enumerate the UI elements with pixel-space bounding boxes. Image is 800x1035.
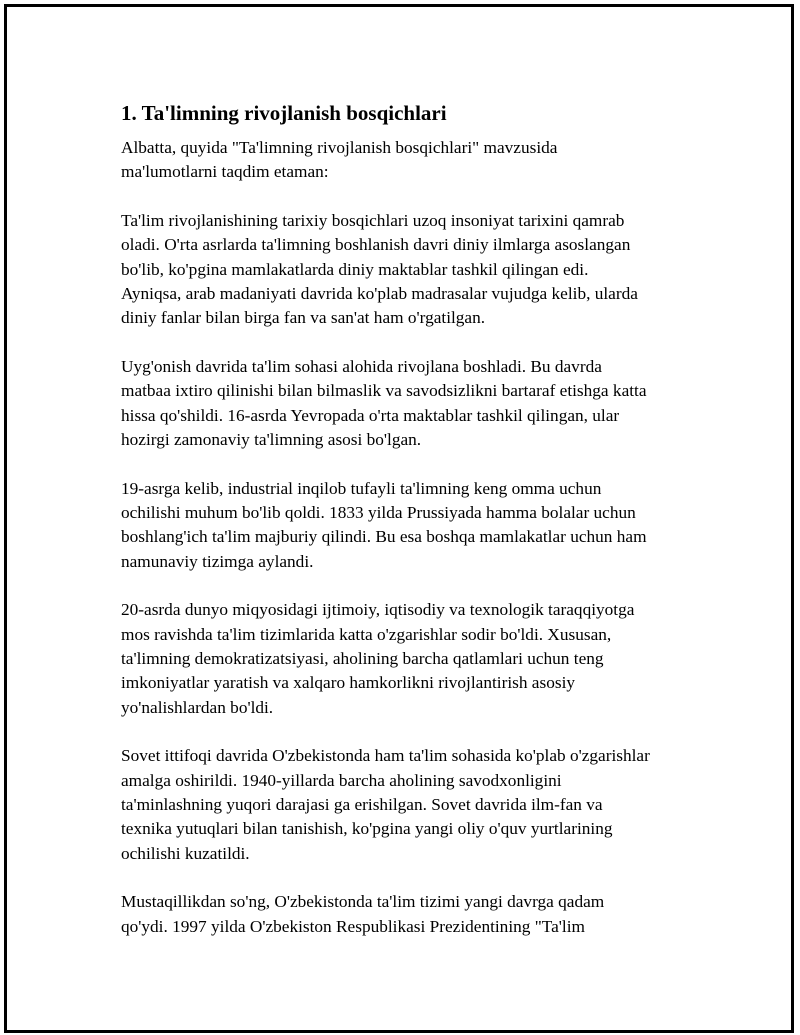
paragraph-19th-century: 19-asrga kelib, industrial inqilob tufayli ta'limning keng omma uchun ochilishi muhum bo'lib qoldi. 1833 yilda Prussiyada hamma bolalar uchun boshlang'ich ta'lim majburiy qilindi. Bu esa boshqa mamlakatlar uchun ham namunaviy tizimga aylandi. <box>121 478 647 571</box>
paragraph-independence: Mustaqillikdan so'ng, O'zbekistonda ta'lim tizimi yangi davrga qadam qo'ydi. 1997 yilda O'zbekiston Respublikasi Prezidentining "Ta'lim <box>121 892 605 936</box>
paragraph-intro: Albatta, quyida "Ta'limning rivojlanish bosqichlari" mavzusida ma'lumotlarni taqdim etaman: <box>121 138 558 182</box>
paragraph-soviet-era: Sovet ittifoqi davrida O'zbekistonda ham ta'lim sohasida ko'plab o'zgarishlar amalga oshirildi. 1940-yillarda barcha aholining savodxonligini ta'minlashning yuqori darajasi ga erishilgan. Sovet davrida ilm-fan va texnika yutuqlari bilan tanishish, ko'pgina yangi oliy o'quv yurtlarining ochilishi kuzatildi. <box>121 746 650 863</box>
paragraph-20th-century: 20-asrda dunyo miqyosidagi ijtimoiy, iqtisodiy va texnologik taraqqiyotga mos ravishda ta'lim tizimlarida katta o'zgarishlar sodir bo'ldi. Xususan, ta'limning demokratizatsiyasi, aholining barcha qatlamlari uchun teng imkoniyatlar yaratish va xalqaro hamkorlikni rivojlantirish asosiy yo'nalishlardan bo'ldi. <box>121 600 635 717</box>
paragraph-medieval: Ta'lim rivojlanishining tarixiy bosqichlari uzoq insoniyat tarixini qamrab oladi. O'rta asrlarda ta'limning boshlanish davri diniy ilmlarga asoslangan bo'lib, ko'pgina mamlakatlarda diniy maktablar tashkil qilingan edi. Ayniqsa, arab madaniyati davrida ko'plab madrasalar vujudga kelib, ularda diniy fanlar bilan birga fan va san'at ham o'rgatilgan. <box>121 211 638 328</box>
page-frame <box>4 4 794 1033</box>
page-title: 1. Ta'limning rivojlanish bosqichlari <box>121 101 447 125</box>
document-body <box>121 99 711 964</box>
paragraph-renaissance: Uyg'onish davrida ta'lim sohasi alohida rivojlana boshladi. Bu davrda matbaa ixtiro qilinishi bilan bilmaslik va savodsizlikni bartaraf etishga katta hissa qo'shildi. 16-asrda Yevropada o'rta maktablar tashkil qilingan, ular hozirgi zamonaviy ta'limning asosi bo'lgan. <box>121 357 647 449</box>
